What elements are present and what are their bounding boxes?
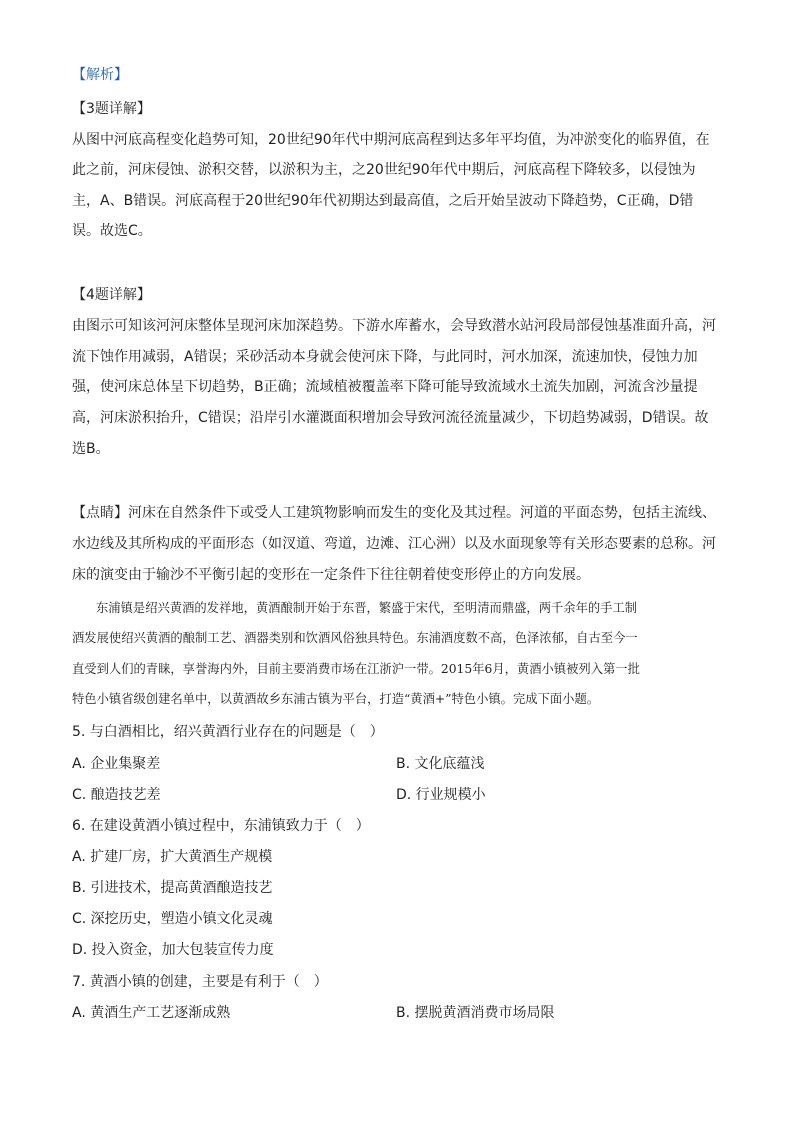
q4-text-line: 强，使河床总体呈下切趋势，B正确；流域植被覆盖率下降可能导致流域水土流失加剧，河流含沙量提	[72, 379, 698, 395]
q5-option-d: D. 行业规模小	[396, 787, 486, 803]
q7-option-a: A. 黄酒生产工艺逐渐成熟	[72, 1005, 231, 1021]
q4-heading: 【4题详解】	[72, 287, 151, 303]
q4-text-line: 高，河床淤积抬升，C错误；沿岸引水灌溉面积增加会导致河流径流量减少，下切趋势减弱，D错误。故	[72, 410, 709, 426]
q5-stem: 5. 与白酒相比，绍兴黄酒行业存在的问题是（ ）	[72, 724, 384, 740]
q6-option-c: C. 深挖历史，塑造小镇文化灵魂	[72, 911, 273, 927]
q3-text-line: 主，A、B错误。河底高程于20世纪90年代初期达到最高值，之后开始呈波动下降趋势，C正确，D错	[72, 193, 694, 209]
q5-option-c: C. 酿造技艺差	[72, 787, 161, 803]
q4-text-line: 由图示可知该河河床整体呈现河床加深趋势。下游水库蓄水，会导致潜水站河段局部侵蚀基准面升高，河	[72, 318, 716, 334]
q5-option-a: A. 企业集聚差	[72, 756, 161, 772]
q7-stem: 7. 黄酒小镇的创建，主要是有利于（ ）	[72, 974, 328, 990]
tip-text-line: 床的演变由于输沙不平衡引起的变形在一定条件下往往朝着使变形停止的方向发展。	[72, 567, 590, 583]
q3-heading: 【3题详解】	[72, 101, 151, 117]
q6-option-b: B. 引进技术，提高黄酒酿造技艺	[72, 880, 273, 896]
q5-option-b: B. 文化底蕴浅	[396, 756, 485, 772]
q3-text-line: 此之前，河床侵蚀、淤积交替，以淤积为主，之20世纪90年代中期后，河底高程下降较多，以侵蚀为	[72, 162, 696, 178]
q6-option-a: A. 扩建厂房，扩大黄酒生产规模	[72, 849, 273, 865]
tip-text-line: 【点睛】河床在自然条件下或受人工建筑物影响而发生的变化及其过程。河道的平面态势，包括主流线、	[72, 505, 716, 521]
analysis-label: 【解析】	[72, 67, 128, 83]
q4-text-line: 流下蚀作用减弱，A错误；采砂活动本身就会使河床下降，与此同时，河水加深，流速加快，侵蚀力加	[72, 349, 698, 365]
passage-line: 特色小镇省级创建名单中，以黄酒故乡东浦古镇为平台，打造“黄酒+”特色小镇。完成下面小题。	[72, 692, 600, 706]
passage-line: 东浦镇是绍兴黄酒的发祥地，黄酒酿制开始于东晋，繁盛于宋代，至明清而鼎盛，两千余年的手工制	[96, 601, 638, 615]
passage-line: 酒发展使绍兴黄酒的酿制工艺、酒器类别和饮酒风俗独具特色。东浦酒度数不高，色泽浓郁，自古至今一	[72, 631, 638, 645]
q4-text-line: 选B。	[72, 441, 110, 457]
q3-text-line: 从图中河底高程变化趋势可知，20世纪90年代中期河底高程到达多年平均值，为冲淤变化的临界值，在	[72, 132, 710, 148]
q6-option-d: D. 投入资金，加大包装宣传力度	[72, 942, 274, 958]
q3-text-line: 误。故选C。	[72, 223, 152, 239]
tip-text-line: 水边线及其所构成的平面形态（如汊道、弯道，边滩、江心洲）以及水面现象等有关形态要素的总称。河	[72, 536, 716, 552]
q6-stem: 6. 在建设黄酒小镇过程中，东浦镇致力于（ ）	[72, 818, 370, 834]
q7-option-b: B. 摆脱黄酒消费市场局限	[396, 1005, 555, 1021]
passage-line: 直受到人们的青睐，享誉海内外，目前主要消费市场在江浙沪一带。2015年6月，黄酒小镇被列入第一批	[72, 662, 640, 676]
